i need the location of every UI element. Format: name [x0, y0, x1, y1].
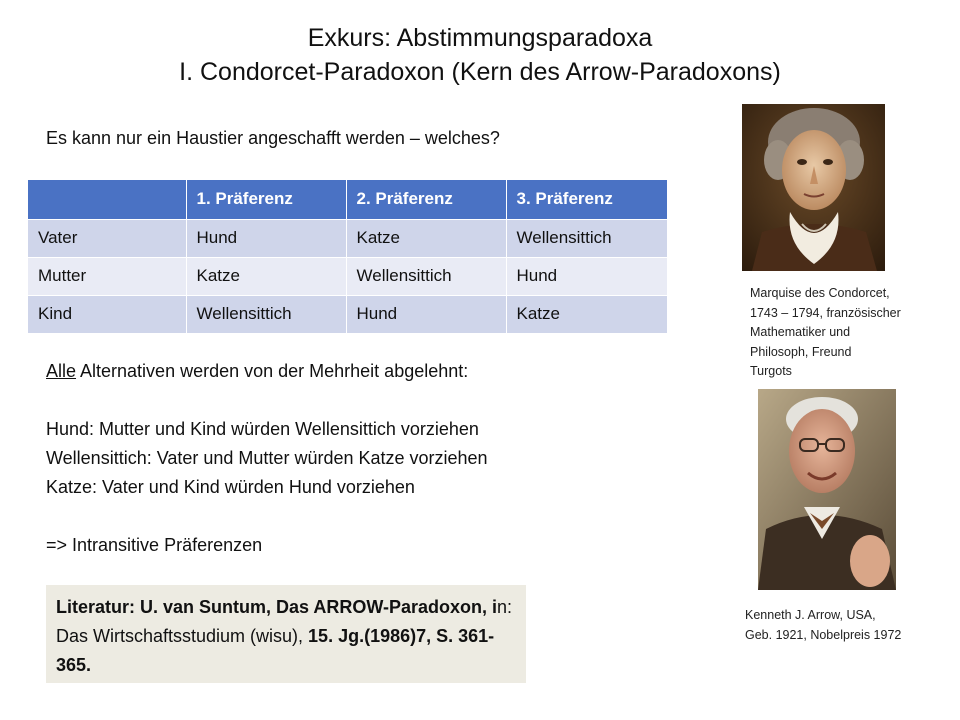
caption-line: Marquise des Condorcet,: [750, 286, 890, 300]
table-header-row: [28, 180, 667, 219]
caption-line: Geb. 1921, Nobelpreis 1972: [745, 627, 902, 642]
table-cell: Wellensittich: [346, 257, 506, 295]
table-cell: Hund: [186, 219, 346, 257]
literature-box: [46, 585, 526, 683]
explanation-intro: [46, 357, 468, 386]
explanation-line: Katze: Vater und Kind würden Hund vorziehen: [46, 477, 415, 497]
table-cell: Hund: [346, 295, 506, 333]
title-line-1: Exkurs: Abstimmungsparadoxa: [307, 24, 653, 52]
conclusion-text: => Intransitive Präferenzen: [46, 535, 263, 555]
explanation-line: Hund: Mutter und Kind würden Wellensittich vorziehen: [46, 419, 479, 439]
arrow-caption: [745, 606, 955, 645]
table-header-cell: 2. Präferenz: [346, 180, 506, 219]
title-line-2: I. Condorcet-Paradoxon (Kern des Arrow-Paradoxons): [179, 58, 781, 86]
table-header-cell: 1. Präferenz: [186, 180, 346, 219]
table-cell: Vater: [28, 219, 186, 257]
table-cell: Wellensittich: [506, 219, 667, 257]
table-cell: Katze: [506, 295, 667, 333]
table-cell: Kind: [28, 295, 186, 333]
caption-line: Turgots: [750, 364, 792, 378]
intro-underlined-word: Alle: [46, 361, 77, 381]
caption-line: Mathematiker und: [750, 325, 851, 339]
table-cell: Katze: [346, 219, 506, 257]
preference-table: [28, 180, 668, 334]
table-cell: Hund: [506, 257, 667, 295]
table-cell: Mutter: [28, 257, 186, 295]
caption-line: Kenneth J. Arrow, USA,: [745, 608, 876, 622]
arrow-photo-graphic: [758, 389, 896, 590]
explanation-line: Wellensittich: Vater und Mutter würden Katze vorziehen: [46, 448, 488, 468]
table-header-cell: 3. Präferenz: [506, 180, 667, 219]
table-row: [28, 295, 667, 333]
condorcet-portrait-graphic: [742, 104, 885, 271]
table-row: [28, 219, 667, 257]
table-cell: Wellensittich: [186, 295, 346, 333]
table-row: [28, 257, 667, 295]
table-header-cell: [28, 180, 186, 219]
caption-line: Philosoph, Freund: [750, 344, 852, 359]
literature-bold-end: 15. Jg.(1986)7, S. 361-365.: [56, 626, 495, 675]
condorcet-caption: [750, 284, 950, 382]
arrow-photo: [758, 389, 896, 590]
literature-normal: n: Das Wirtschaftsstudium (wisu),: [56, 597, 513, 646]
table-cell: Katze: [186, 257, 346, 295]
intro-rest: Alternativen werden von der Mehrheit abgelehnt:: [76, 361, 469, 381]
caption-line: 1743 – 1794, französischer: [750, 305, 901, 320]
condorcet-portrait: [742, 104, 885, 271]
literature-bold: Literatur: U. van Suntum, Das ARROW-Paradoxon, i: [56, 597, 498, 617]
question-text: Es kann nur ein Haustier angeschafft werden – welches?: [46, 128, 500, 148]
